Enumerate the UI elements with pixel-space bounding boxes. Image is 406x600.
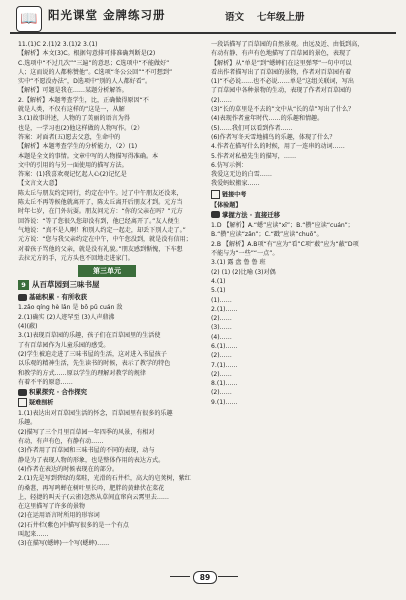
left-answer-text (18, 40, 204, 263)
basics-line: 3.(1)表现百草园的乐趣，孩子们在百草园里的生活使 (18, 332, 161, 340)
analysis-subheading: 疑难剖析 (18, 398, 204, 408)
right-line: 有动有静、有声有色地描写了百草园的景色，表现了 (211, 50, 352, 58)
right-line: 4.作者在描写什么的时候，用了一连串的动词…… (211, 143, 345, 151)
basics-line: 以乐观的精神生活，先生读书的时候，表示了教学的特色 (18, 360, 171, 368)
exam-link-heading: 链接中考 (211, 190, 393, 200)
exam-line: 1.D 【解析】A.“蟋”应读“xī”；B.“攒”应读“cuán”； (211, 222, 354, 230)
section-marker-icon (18, 294, 27, 301)
exam-line: 7.(1)…… (211, 361, 238, 369)
exam-line: 不能与为“一些”“一点”。 (211, 250, 279, 258)
checkbox-icon (211, 190, 220, 199)
left-line: 【解析】本题考查学生的分析能力，（2）(1) (18, 143, 138, 151)
left-line: 3.(1)故事讲述，人物的了美丽的语言为得 (18, 115, 130, 123)
right-column (211, 40, 393, 407)
left-line: 本题是全文的事情。文章中写的人物描写得准确。本 (18, 152, 159, 160)
analysis-line: (3)作者用了百草园和三味书屋的不同的表现，动与 (18, 447, 155, 455)
left-line: 时年七岁，在门外玩耍。朋友问元方：“你的父亲在吗？”元方 (18, 208, 183, 216)
exam-line: (2) (1) (2)比喻 (3)对偶 (211, 268, 276, 276)
section-basics-heading: 基础积累 · 有所收获 (18, 293, 204, 302)
exam-line: 9.(1)…… (211, 398, 238, 406)
right-line: (3)“长的草里是不去的”文中从“长的草”写出了什么？ (211, 106, 355, 114)
basics-line: (4)(蔽) (18, 323, 38, 331)
left-line: 2.【解析】本题考查学生，比，正确做得原因“不 (18, 96, 149, 104)
right-line: (2)…… (211, 96, 232, 104)
right-answer-text (211, 40, 393, 189)
footer-ornament-left (170, 576, 190, 577)
page-header (10, 4, 396, 32)
exam-line: (2)…… (211, 389, 232, 397)
left-line: 答案：对面者(五)愿去父意，生命中的 (18, 133, 121, 141)
analysis-line: 静是为了表现人物的形象，也是整体作用的表达方式。 (18, 456, 165, 464)
exam-line: (2)…… (211, 315, 232, 323)
right-line: 5.作者对私塾先生的描写，…… (211, 152, 297, 160)
page-footer (170, 570, 240, 584)
left-line: 答案：(1)我喜欢观记忆起人心(2)记忆是 (18, 171, 127, 179)
page-number: 89 (193, 571, 217, 584)
exam-line: (4)…… (211, 333, 232, 341)
left-line: 回答说：“等了您很久您却没有到，他已经离开了。”友人便生 (18, 217, 180, 225)
grade-label: 七年级上册 (257, 12, 305, 23)
basics-line: 1.zǎo qíng hè lǎn 是 bō pǔ cuán 敌 (18, 304, 123, 312)
exam-line: (3)…… (211, 324, 232, 332)
right-line: (5)……我们可以看到作者…… (211, 124, 293, 132)
lesson-heading (18, 280, 204, 291)
analysis-line: 在这里描写了许多的景物 (18, 503, 86, 511)
right-line: 了百草园中各种景物的生动，表现了作者对百草园的 (211, 87, 352, 95)
right-line: 一段话描写了百草园的自然景观。由远及近、由低到高， (211, 41, 364, 48)
analysis-answers (18, 409, 204, 548)
analysis-line: 上，轻捷的叫天子(云雀)忽然从草间直窜向云霄里去…… (18, 493, 170, 501)
left-line: 陈太丘不再等候他就离开了，陈太丘离开后朋友才到。元方当 (18, 199, 183, 207)
right-line: (1)“不必说……也不必说……单是”这组关联词，写出 (211, 78, 354, 86)
experience-heading: 【体验题】 (211, 201, 242, 209)
left-line: 就是人类，不仅有这样的”这是一，从解 (18, 106, 125, 114)
exam-line: B.“攒”应读“zǎn”；C.“戳”应读“chuō”。 (211, 231, 323, 239)
analysis-line: 1.(1)表达出对百草园生活的怀念，百草园里有很多的乐趣 (18, 410, 173, 418)
analysis-line: (2)描写了三个月里百草园一年四季的风景，有相对 (18, 428, 155, 436)
analysis-line: 叫起来…… (18, 531, 49, 539)
unit-banner: 第三单元 (78, 265, 136, 277)
exam-line: (2)…… (211, 352, 232, 360)
basics-line: 有着不平的原意…… (18, 378, 73, 386)
right-line: 我爱这无边的白雪…… (211, 171, 272, 179)
exam-method-heading: 掌握方法 · 直接迁移 (211, 211, 393, 220)
exam-line: 8.(1)…… (211, 380, 238, 388)
analysis-line: 的桑葚，再写鸣蝉在树叶里长吟，肥胖的黄蜂伏在菜花 (18, 484, 165, 492)
subject-label: 语文 (225, 12, 245, 23)
header-divider (10, 32, 396, 34)
left-line: 文中的引用的与另一面使用的描写方法。 (18, 161, 128, 169)
basics-line: 和教学的方式……原以学生的理解对教学的规律 (18, 369, 146, 377)
analysis-line: (4)作者在表达的时候表现在的部分。 (18, 465, 119, 473)
left-line: 实中“不愿没办法”，D选项中“别的人人都好看”。 (18, 78, 152, 86)
left-line: 11.(1)C 2.(1)2 3.(1)2 3.(1) (18, 41, 98, 48)
left-line: 陈太丘与朋友约定同行，约定在中午。过了中午朋友还没来， (18, 189, 183, 197)
analysis-line: (2)在运用语言时所用的形容词 (18, 512, 100, 520)
left-line: 对着孩子骂他的父亲，就是没有礼貌。”朋友感到惭愧，下车想 (18, 245, 183, 253)
exam-line: 5.(1) (211, 287, 226, 295)
analysis-line: 有动，有声有色，有静有动…… (18, 438, 104, 446)
right-line: 6.仿写示例： (211, 161, 248, 169)
left-line: 元方说：“您与我父亲约定在中午，中午您没到，就是没有信用； (18, 236, 192, 244)
analysis-line: 2.(1)先是写到碧绿的菜畦，光滑的石井栏，高大的皂荚树，紫红 (18, 475, 191, 483)
checkbox-icon (18, 398, 27, 407)
left-line: 去拉元方的手，元方头也不回地走进家门。 (18, 254, 134, 262)
right-line: 【解析】从“单是”到“蟋蟀们在这里弹琴”一句中可以 (211, 59, 352, 67)
right-line: 我爱蚂蚁搬家…… (211, 180, 260, 188)
basics-line: 了有百草园作为儿童乐园的感受。 (18, 341, 110, 349)
exam-line: (2)…… (211, 370, 232, 378)
exam-line: 6.(1)…… (211, 343, 238, 350)
left-line: 气地说：“真不是人啊！和别人约定一起走，却丢下别人走了。” (18, 226, 186, 234)
exam-line: 2.(1)…… (211, 305, 238, 313)
basics-answers (18, 303, 204, 387)
analysis-line: (2)石井栏(紫色)中描写很多的是一个有点 (18, 521, 129, 529)
basics-line: (2)学生被迫走进了三味书屋的生活，这对进入书屋孩子 (18, 350, 167, 358)
left-line: 人；这而说的人都称赞他”。C选项“冬公公回”“不可想到” (18, 68, 173, 76)
section-marker-icon (18, 389, 27, 396)
exam-line: 2.B 【解析】A.B项“有”应为“看”C项“薮”应为“蔽”D项 (211, 240, 359, 248)
section-explore-heading: 积累探究 · 合作探究 (18, 388, 204, 397)
basics-line: 2.(1)确实 (2)人迹罕至 (3)人声鼎沸 (18, 313, 115, 321)
left-line: 【文言文大意】 (18, 180, 61, 188)
section-marker-icon (211, 211, 220, 218)
exam-line: 3.(1) 露 盘 鲁 鲁 班 (211, 259, 266, 267)
footer-ornament-right (218, 576, 238, 577)
analysis-line: 乐趣。 (18, 419, 37, 427)
left-line: 【解析】本文(3)C。根据句意排可排准确判断是(2) (18, 50, 156, 58)
exam-answers (211, 221, 393, 407)
lesson-number-badge: 9 (18, 280, 29, 290)
right-line: (6)作者写冬天雪地捕鸟的乐趣，体现了什么？ (211, 133, 336, 141)
exam-line: (1)…… (211, 296, 232, 304)
exam-line: 4.(1) (211, 277, 226, 285)
left-line: 也是，一学习也(2)他这样做的人物写作。（2） (18, 124, 144, 132)
left-column (18, 40, 204, 549)
left-line: C.选项中“不过几次”“三遍”的意思；C选项中“不能做好” (18, 59, 170, 67)
brand-title: 阳光课堂 金牌练习册 (48, 8, 166, 22)
right-line: (4)表现作者童年时代……的乐趣和情趣。 (211, 115, 324, 123)
analysis-line: (3)在描写(蟋蟀)一个写(蟋蟀)…… (18, 540, 110, 548)
right-line: 看出作者描写出了百草园的景物，作者对百草园有着 (211, 68, 352, 76)
lesson-title: 从百草园到三味书屋 (32, 280, 100, 290)
book-logo-icon: 📖 (16, 6, 42, 32)
left-line: 【解析】可题是我在……某题分析解答。 (18, 87, 128, 95)
